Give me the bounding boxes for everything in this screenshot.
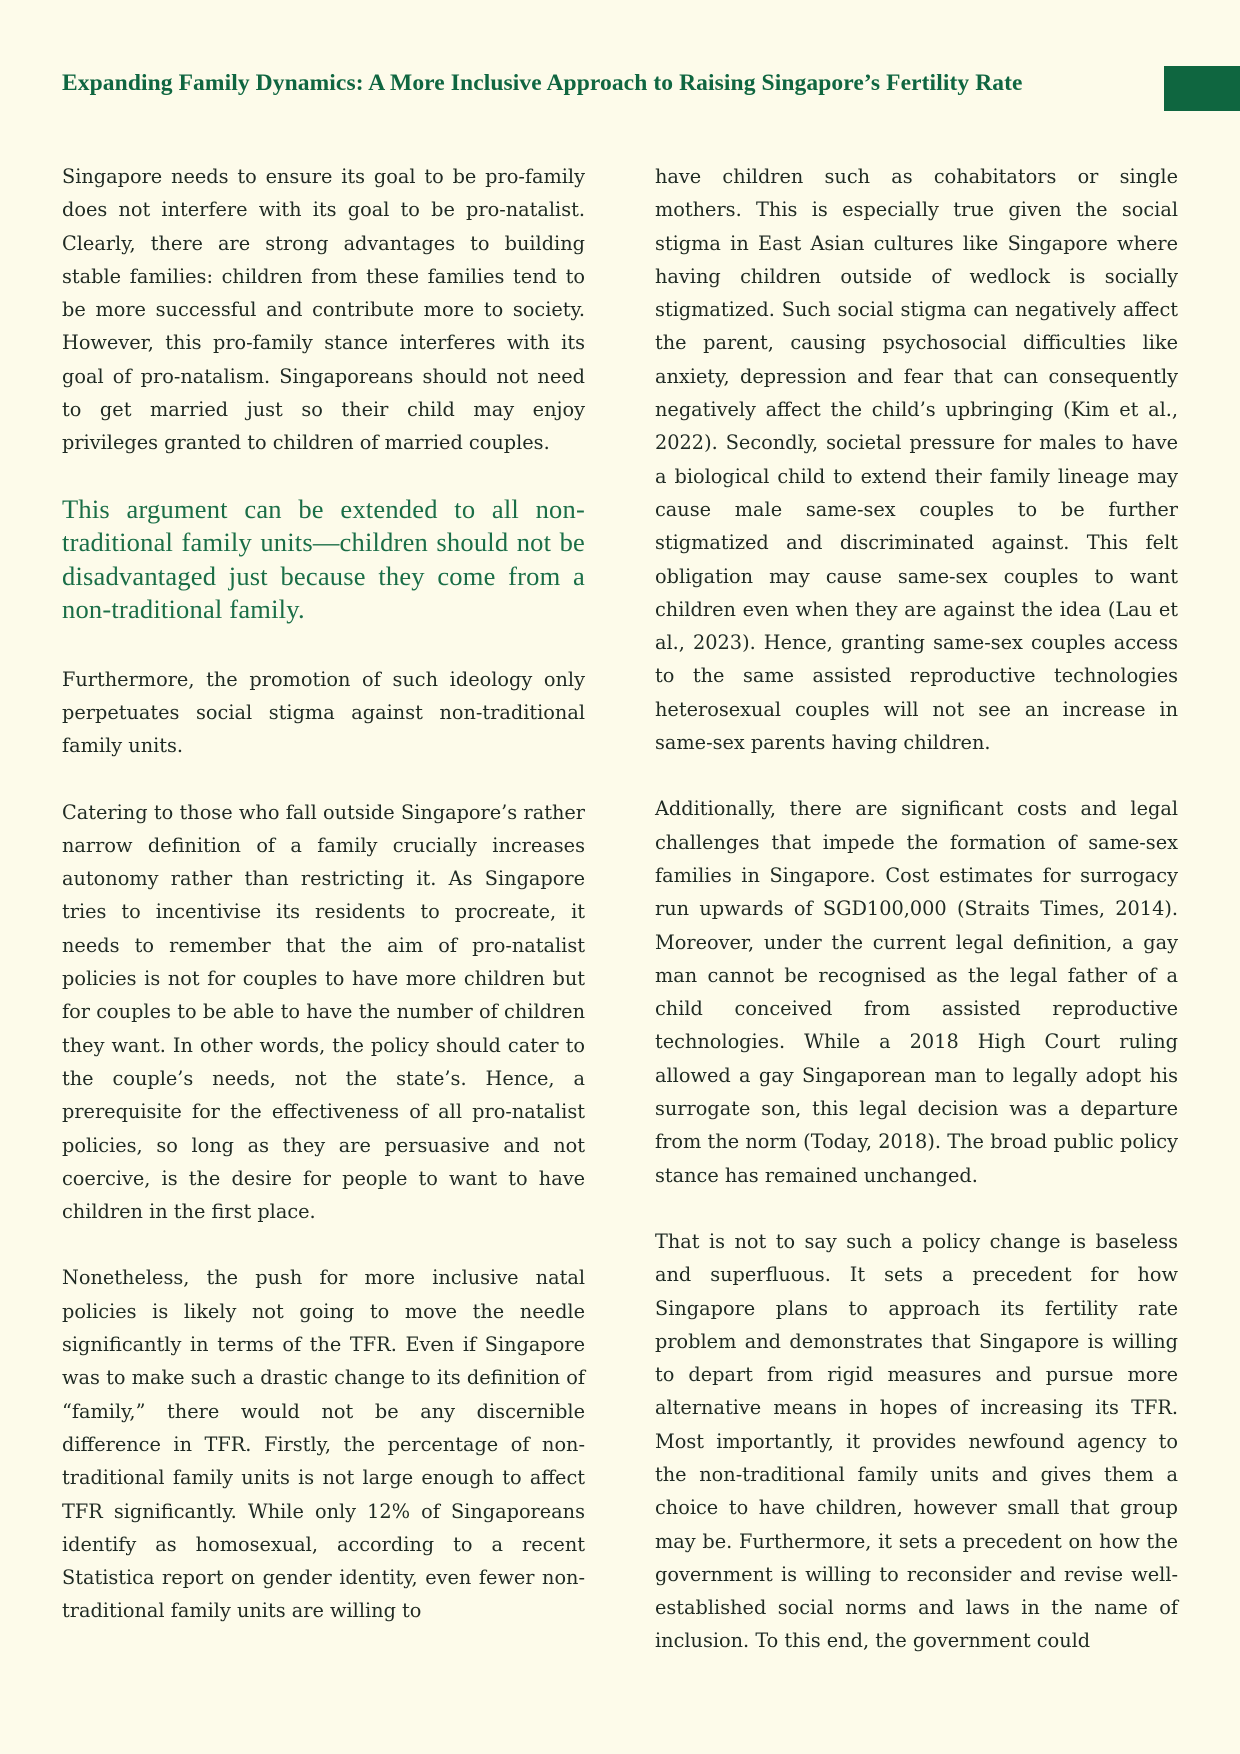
paragraph: Nonetheless, the push for more inclusive natal policies is likely not going to move the needle significantly in terms of the TFR. Even if Singapore was to make such a drastic change to its definition of “family,” there would not be any discernible difference in TFR. Firstly, the percentage of non-traditional family units is not large enough to affect TFR significantly. While only 12% of Singaporeans identify as homosexual, according to a recent Statistica report on gender identity, even fewer non-traditional family units are willing to: [62, 1266, 585, 1623]
paragraph: Singapore needs to ensure its goal to be pro-family does not interfere with its goal to be pro-natalist. Clearly, there are strong advantages to building stable families: children from these families tend to be more successful and contribute more to society. However, this pro-family stance interferes with its goal of pro-natalism. Singaporeans should not need to get married just so their child may enjoy privileges granted to children of married couples.: [62, 165, 585, 455]
paragraph: Additionally, there are significant costs and legal challenges that impede the formation of same-sex families in Singapore. Cost estimates for surrogacy run upwards of SGD100,000 (Straits Times, 2014). Moreover, under the current legal definition, a gay man cannot be recognised as the legal father of a child conceived from assisted reproductive technologies. While a 2018 High Court ruling allowed a gay Singaporean man to legally adopt his surrogate son, this legal decision was a departure from the norm (Today, 2018). The broad public policy stance has remained unchanged.: [655, 797, 1178, 1187]
header-accent-bar: [1164, 66, 1240, 111]
right-column: [655, 160, 1178, 1691]
paragraph: Catering to those who fall outside Singapore’s rather narrow definition of a family crucially increases autonomy rather than restricting it. As Singapore tries to incentivise its residents to procreate, it needs to remember that the aim of pro-natalist policies is not for couples to have more children but for couples to be able to have the number of children they want. In other words, the policy should cater to the couple’s needs, not the state’s. Hence, a prerequisite for the effectiveness of all pro-natalist policies, so long as they are persuasive and not coercive, is the desire for people to want to have children in the first place.: [62, 800, 585, 1224]
page-title: Expanding Family Dynamics: A More Inclusive Approach to Raising Singapore’s Fertility Rate: [62, 70, 1023, 96]
pull-quote: This argument can be extended to all non-traditional family units—children should not be disadvantaged just because they come from a non-traditional family.: [62, 493, 585, 625]
left-column: [62, 160, 585, 1661]
paragraph: That is not to say such a policy change is baseless and superfluous. It sets a precedent for how Singapore plans to approach its fertility rate problem and demonstrates that Singapore is willing to depart from rigid measures and pursue more alternative means in hopes of increasing its TFR. Most importantly, it provides newfound agency to the non-traditional family units and gives them a choice to have children, however small that group may be. Furthermore, it sets a precedent on how the government is willing to reconsider and revise well-established social norms and laws in the name of inclusion. To this end, the government could: [655, 1229, 1178, 1653]
paragraph: have children such as cohabitators or single mothers. This is especially true given the social stigma in East Asian cultures like Singapore where having children outside of wedlock is socially stigmatized. Such social stigma can negatively affect the parent, causing psychosocial difficulties like anxiety, depression and fear that can consequently negatively affect the child’s upbringing (Kim et al., 2022). Secondly, societal pressure for males to have a biological child to extend their family lineage may cause male same-sex couples to be further stigmatized and discriminated against. This felt obligation may cause same-sex couples to want children even when they are against the idea (Lau et al., 2023). Hence, granting same-sex couples access to the same assisted reproductive technologies heterosexual couples will not see an increase in same-sex parents having children.: [655, 165, 1178, 755]
paragraph: Furthermore, the promotion of such ideology only perpetuates social stigma against non-traditional family units.: [62, 667, 585, 758]
